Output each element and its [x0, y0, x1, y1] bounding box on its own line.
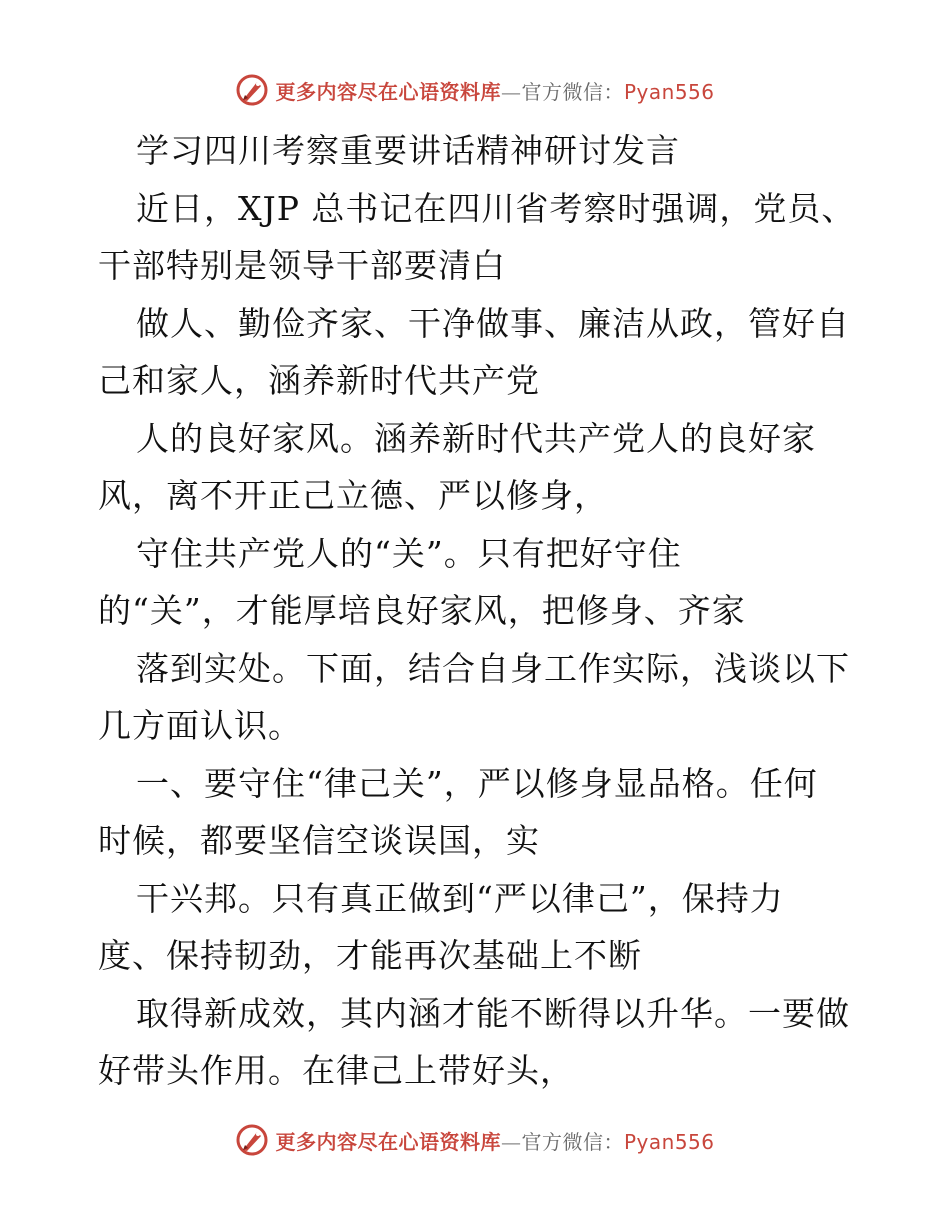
banner-promo-text: 更多内容尽在心语资料库 [275, 79, 501, 104]
banner-promo-text: 更多内容尽在心语资料库 [275, 1129, 501, 1154]
banner-official-label: 官方微信： [521, 1129, 624, 1154]
header-watermark-banner [0, 70, 950, 110]
text-line: 人的良好家风。涵养新时代共产党人的良好家 [136, 418, 816, 458]
banner-wechat-id: Pyan556 [623, 1129, 715, 1154]
document-body [98, 122, 858, 1100]
text-line: 干兴邦。只有真正做到“严以律己”，保持力 [136, 878, 784, 918]
text-line: 己和家人，涵养新时代共产党 [98, 361, 540, 400]
pen-nib-logo-icon [235, 1123, 269, 1157]
banner-official-label: 官方微信： [521, 79, 624, 104]
text-line: 落到实处。下面，结合自身工作实际，浅谈以下 [136, 648, 850, 688]
banner-dash: — [500, 1129, 522, 1154]
text-line: 度、保持韧劲，才能再次基础上不断 [98, 936, 642, 975]
text-line: 取得新成效，其内涵才能不断得以升华。一要做 [136, 993, 850, 1033]
text-line: 近日，XJP 总书记在四川省考察时强调，党员、 [136, 188, 856, 228]
pen-nib-logo-icon [235, 73, 269, 107]
text-line: 干部特别是领导干部要清白 [98, 246, 506, 285]
text-line: 学习四川考察重要讲话精神研讨发言 [136, 131, 680, 170]
text-line: 几方面认识。 [98, 706, 302, 745]
text-line: 时候，都要坚信空谈误国，实 [98, 821, 540, 860]
text-line: 守住共产党人的“关”。只有把好守住 [136, 533, 682, 573]
footer-watermark-banner [0, 1120, 950, 1160]
banner-text [275, 76, 714, 105]
banner-dash: — [500, 79, 522, 104]
text-line: 的“关”，才能厚培良好家风，把修身、齐家 [98, 591, 746, 630]
text-line: 好带头作用。在律己上带好头， [98, 1051, 574, 1090]
text-line: 做人、勤俭齐家、干净做事、廉洁从政，管好自 [136, 303, 850, 343]
banner-wechat-id: Pyan556 [623, 79, 715, 104]
text-line: 一、要守住“律己关”，严以修身显品格。任何 [136, 763, 818, 803]
text-line: 风，离不开正己立德、严以修身， [98, 476, 608, 515]
banner-text [275, 1126, 714, 1155]
